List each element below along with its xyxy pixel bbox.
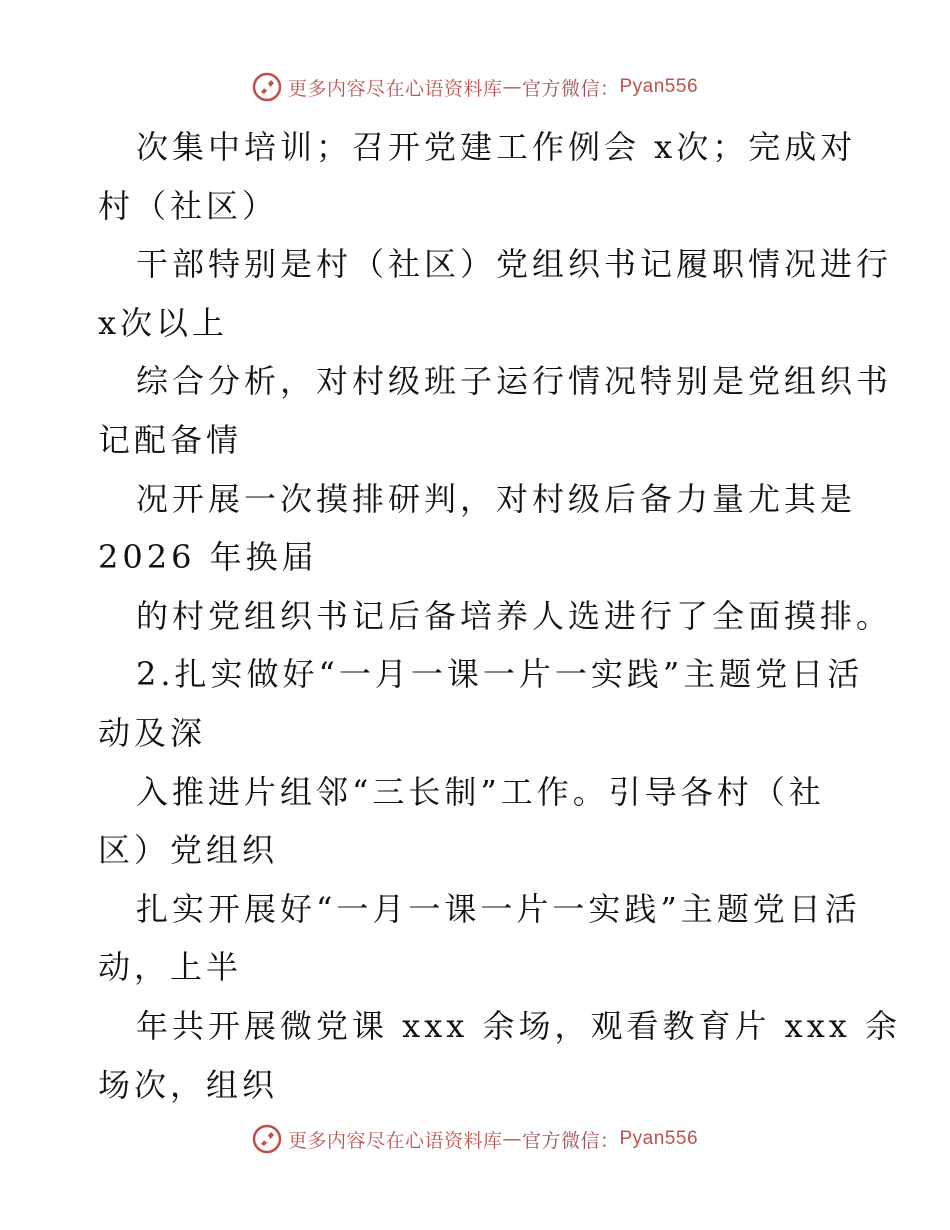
header-watermark [0,72,950,102]
logo-icon [252,1124,282,1154]
watermark-separator: — [502,76,522,98]
text-line: 场次，组织 [98,1065,279,1104]
text-line: 况开展一次摸排研判，对村级后备力量尤其是 [136,479,857,518]
text-line: 动，上半 [98,948,243,987]
watermark-brand: 更多内容尽在心语资料库 [287,1129,503,1152]
text-line: x次以上 [98,303,229,342]
text-line: 年共开展微党课 xxx 余场，观看教育片 xxx 余 [136,1006,901,1045]
logo-icon [252,72,282,102]
watermark-wechat-id: Pyan556 [619,1128,699,1149]
watermark-brand: 更多内容尽在心语资料库 [287,77,503,100]
text-line: 的村党组织书记后备培养人选进行了全面摸排。 [136,596,893,635]
text-line: 村（社区） [98,186,279,225]
text-line: 2.扎实做好“一月一课一片一实践”主题党日活 [136,655,864,694]
text-line: 2026 年换届 [98,538,318,577]
watermark-official-label: 官方微信： [521,1129,620,1152]
footer-watermark [0,1124,950,1154]
text-line: 区）党组织 [98,831,279,870]
text-line: 次集中培训；召开党建工作例会 x次；完成对 [136,128,857,166]
text-line: 干部特别是村（社区）党组织书记履职情况进行 [136,245,893,284]
text-line: 扎实开展好“一月一课一片一实践”主题党日活 [136,889,861,928]
watermark-official-label: 官方微信： [521,77,620,100]
watermark-separator: — [502,1128,522,1150]
watermark-wechat-id: Pyan556 [619,76,699,97]
document-body [98,118,901,1114]
text-line: 综合分析，对村级班子运行情况特别是党组织书 [136,362,893,401]
text-line: 入推进片组邻“三长制”工作。引导各村（社 [136,772,825,811]
text-line: 动及深 [98,713,207,752]
text-line: 记配备情 [98,420,243,459]
